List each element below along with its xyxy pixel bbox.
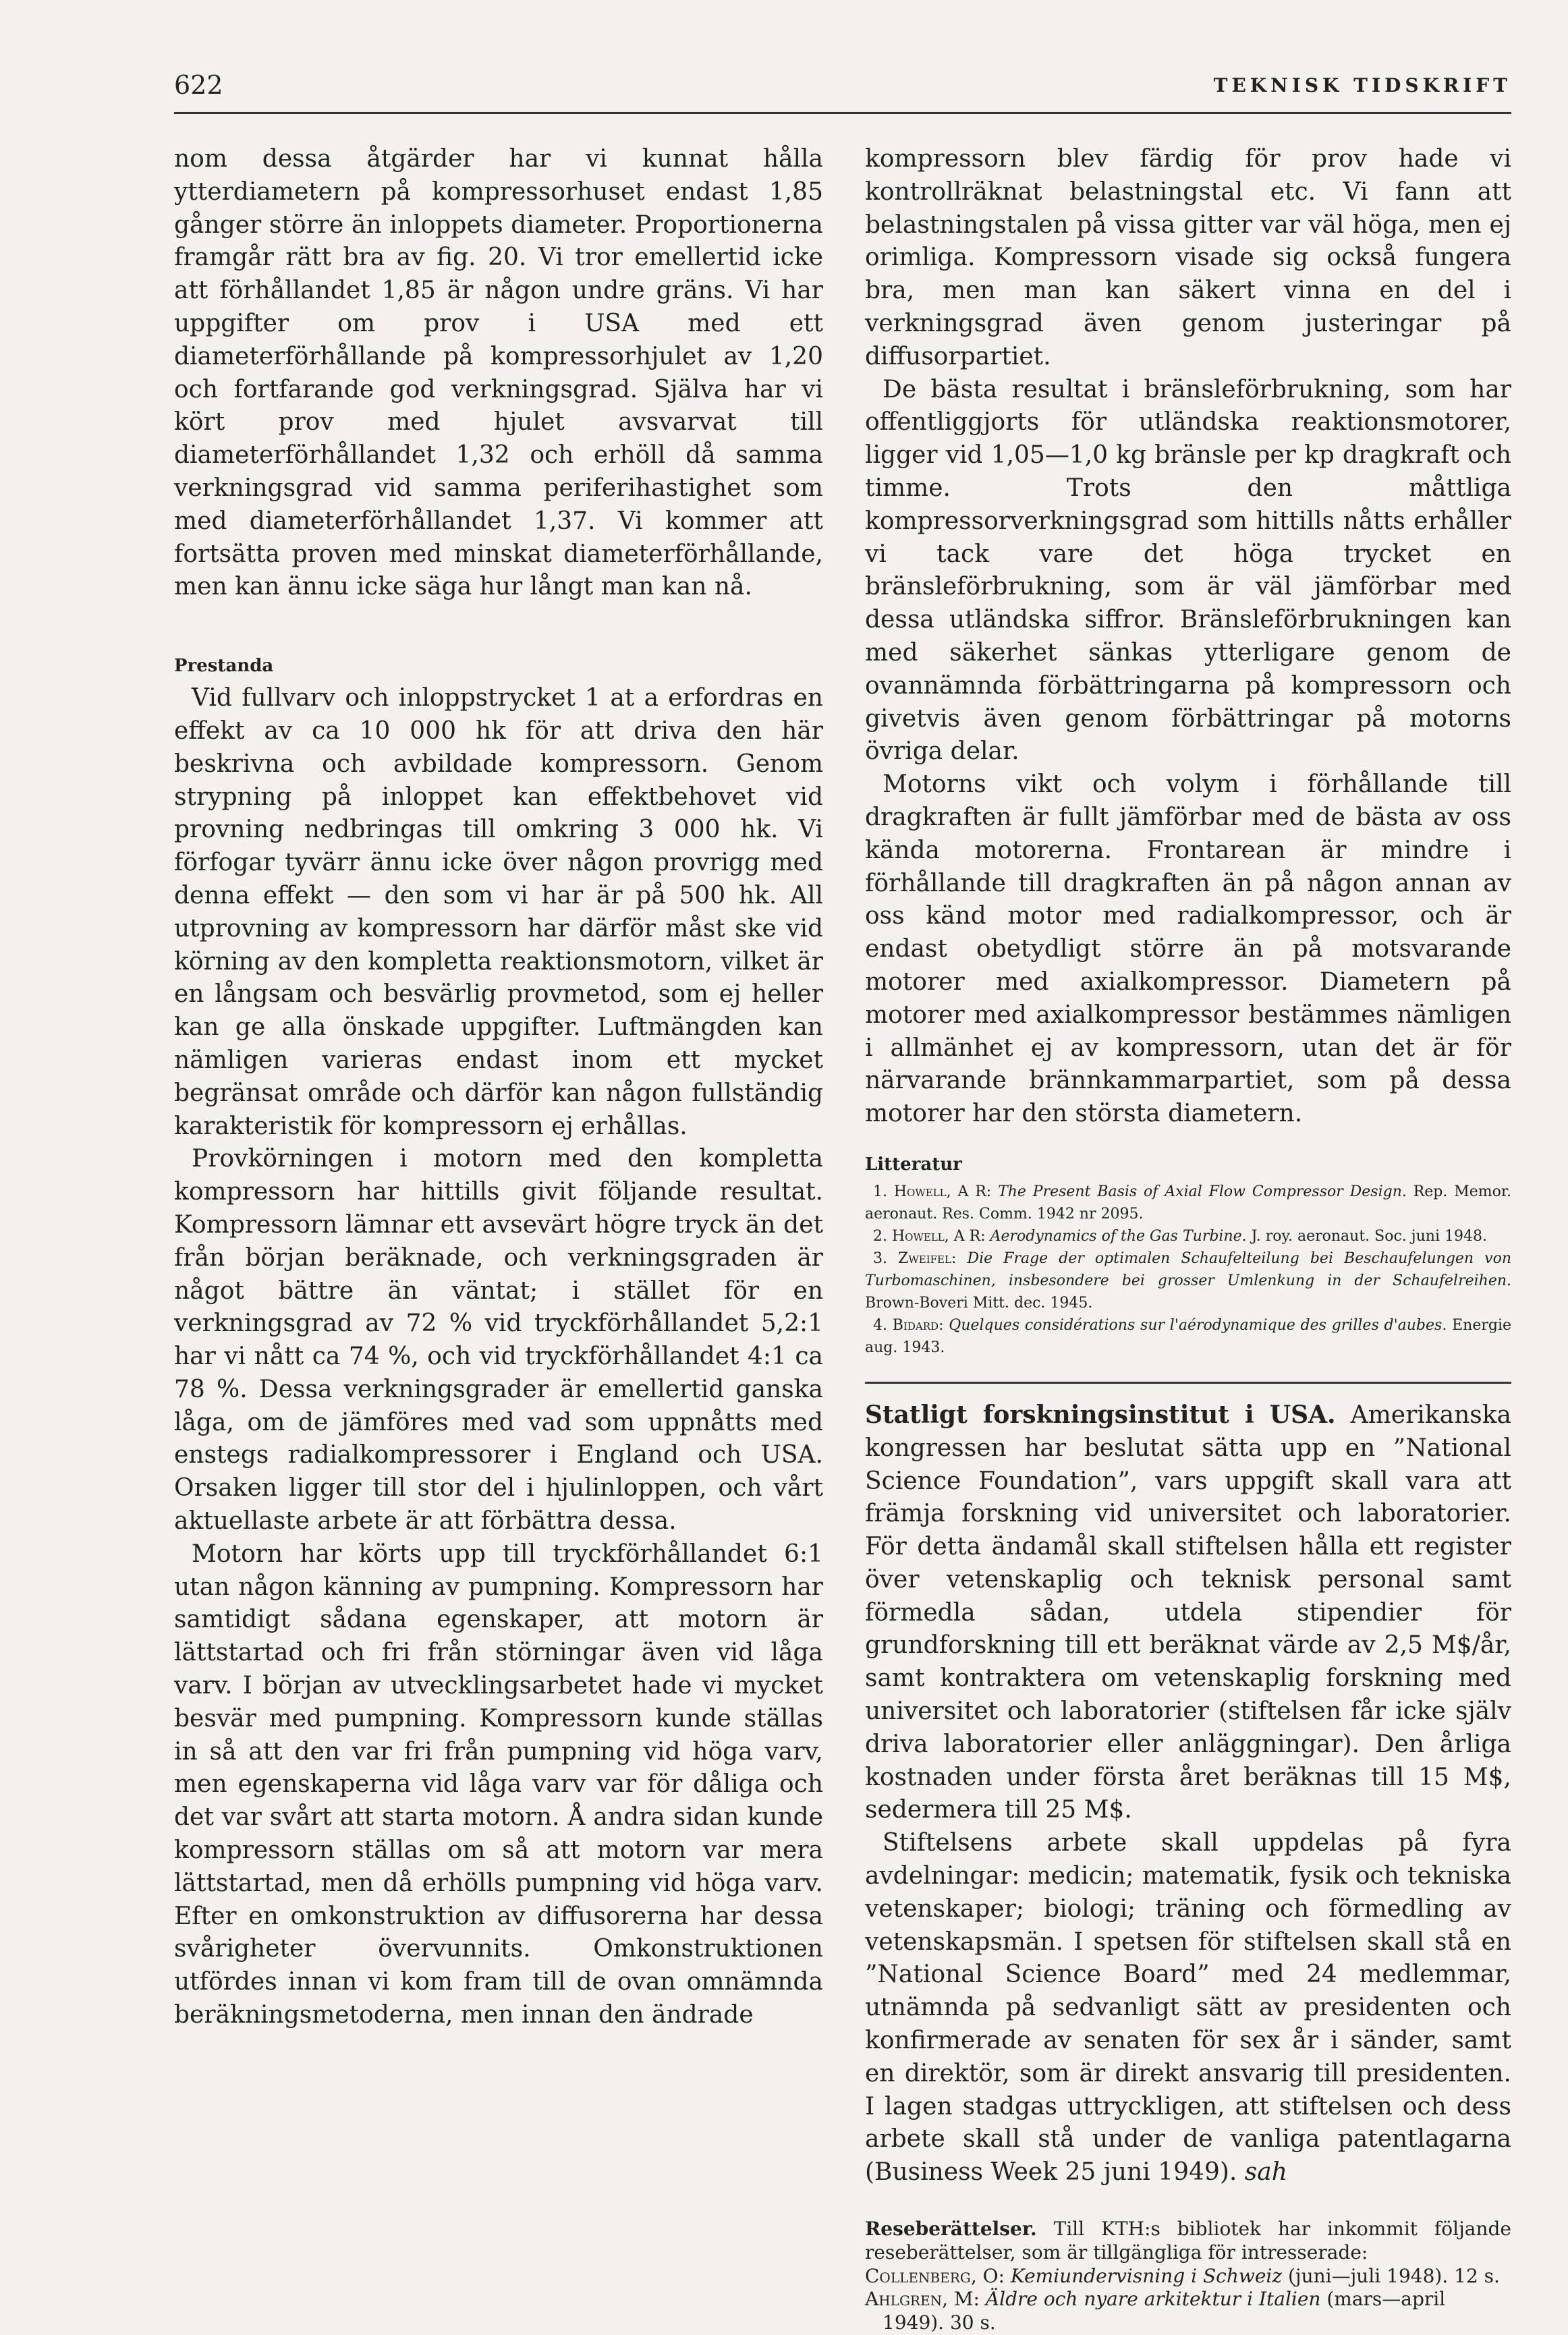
body-paragraph: Motorn har körts upp till tryckförhållandet 6:1 utan någon känning av pumpning. Kompressorn har samtidigt sådana egenskaper, att motorn är lättstartad och fri från störningar även vid låga varv. I början av utvecklingsarbetet hade vi mycket besvär med pumpning. Kompressorn kunde ställas in så att den var fri från pumpning vid höga varv, men egenskaperna vid låga varv var för dåliga och det var svårt att starta motorn. Å andra sidan kunde kompressorn ställas om så att motorn var mera lättstartad, men då erhölls pumpning vid höga varv. Efter en omkonstruktion av diffusorerna har dessa svårigheter övervunnits. Omkonstruktionen utfördes innan vi kom fram till de ovan omnämnda beräkningsmetoderna, men innan den ändrade (174, 1540, 823, 2029)
notice-lead: Statligt forskningsinstitut i USA. (865, 1400, 1336, 1429)
reference-item: 2. Howell, A R: Aerodynamics of the Gas Turbine. J. roy. aeronaut. Soc. juni 1948. (873, 1227, 1487, 1245)
page-number: 622 (174, 70, 223, 100)
section-heading-prestanda: Prestanda (174, 656, 274, 677)
page-header (174, 70, 1511, 111)
body-paragraph: nom dessa åtgärder har vi kunnat hålla ytterdiametern på kompressorhuset endast 1,85 gånger större än inloppets diameter. Proportionerna framgår rätt bra av fig. 20. Vi tror emellertid icke att förhållandet 1,85 är någon undre gräns. Vi har uppgifter om prov i USA med ett diameterförhållande på kompressorhjulet av 1,20 och fortfarande god verkningsgrad. Själva har vi kört prov med hjulet avsvarvat till diameterförhållandet 1,32 och erhöll då samma verkningsgrad vid samma periferihastighet som med diameterförhållandet 1,37. Vi kommer att fortsätta proven med minskat diameterförhållande, men kan ännu icke säga hur långt man kan nå. (174, 145, 823, 601)
reference-item: 1. Howell, A R: The Present Basis of Axial Flow Compressor Design. Rep. Memor. aeronaut. Res. Comm. 1942 nr 2095. (865, 1183, 1511, 1222)
journal-title: TEKNISK TIDSKRIFT (1213, 74, 1511, 96)
left-column (174, 143, 823, 2032)
body-paragraph: Vid fullvarv och inloppstrycket 1 at a erfordras en effekt av ca 10 000 hk för att driva den här beskrivna och avbildade kompressorn. Genom strypning på inloppet kan effektbehovet vid provning nedbringas till omkring 3 000 hk. Vi förfogar tyvärr ännu icke över någon provrigg med denna effekt — den som vi har är på 500 hk. All utprovning av kompressorn har därför måst ske vid körning av den kompletta reaktionsmotorn, vilket är en långsam och besvärlig provmetod, som ej heller kan ge alla önskade uppgifter. Luftmängden kan nämligen varieras endast inom ett mycket begränsat område och därför kan någon fullständig karakteristik för kompressorn ej erhållas. (174, 684, 823, 1140)
section-heading-litteratur: Litteratur (865, 1154, 962, 1175)
header-rule (174, 112, 1511, 114)
reference-list (865, 1181, 1511, 1359)
reference-item: 3. Zweifel: Die Frage der optimalen Schaufelteilung bei Beschaufelungen von Turbomaschinen, insbesondere bei grosser Umlenkung in der Schaufelreihen. Brown-Boveri Mitt. dec. 1945. (865, 1249, 1511, 1312)
signature: sah (1244, 2158, 1287, 2187)
body-paragraph: kompressorn blev färdig för prov hade vi kontrollräknat belastningstal etc. Vi fann att belastningstalen på vissa gitter var väl höga, men ej orimliga. Kompressorn visade sig också fungera bra, men man kan säkert vinna en del i verkningsgrad även genom justeringar på diffusorpartiet. (865, 145, 1511, 370)
notice-rule (865, 1382, 1511, 1384)
body-paragraph: De bästa resultat i bränsleförbrukning, som har offentliggjorts för utländska reaktionsmotorer, ligger vid 1,05—1,0 kg bränsle per kp dragkraft och timme. Trots den måttliga kompressorverkningsgrad som hittills nåtts erhåller vi tack vare det höga trycket en bränsleförbrukning, som är väl jämförbar med dessa utländska siffror. Bränsleförbrukningen kan med säkerhet sänkas ytterligare genom de ovannämnda förbättringarna på kompressorn och givetvis även genom förbättringar på motorns övriga delar. (865, 375, 1511, 766)
report-item: Ahlgren, M: Äldre och nyare arkitektur i Italien (mars—april 1949). 30 s. (865, 2288, 1446, 2334)
notice-paragraph: Statligt forskningsinstitut i USA. Amerikanska kongressen har beslutat sätta upp en ”National Science Foundation”, vars uppgift skall vara att främja forskning vid universitet och laboratorier. För detta ändamål skall stiftelsen hålla ett register över vetenskaplig och teknisk personal samt förmedla sådan, utdela stipendier för grundforskning till ett beräknat värde av 2,5 M$/år, samt kontraktera om vetenskaplig forskning med universitet och laboratorier (stiftelsen får icke själv driva laboratorier eller anläggningar). Den årliga kostnaden under första året beräknas till 15 M$, sedermera till 25 M$. (865, 1400, 1512, 1824)
travel-reports (865, 2218, 1511, 2335)
reference-item: 4. Bidard: Quelques considérations sur l'aérodynamique des grilles d'aubes. Energie aug. 1943. (865, 1316, 1512, 1356)
travel-reports-intro: Reseberättelser. Till KTH:s bibliotek har inkommit följande reseberättelser, som är tillgängliga för intresserade: (865, 2218, 1512, 2263)
right-column (865, 143, 1511, 2335)
report-item: Collenberg, O: Kemiundervisning i Schweiz (juni—juli 1948). 12 s. (865, 2264, 1500, 2287)
body-paragraph: Provkörningen i motorn med den kompletta kompressorn har hittills givit följande resultat. Kompressorn lämnar ett avsevärt högre tryck än det från början beräknade, och verkningsgraden är något bättre än väntat; i stället för en verkningsgrad av 72 % vid tryckförhållandet 5,2:1 har vi nått ca 74 %, och vid tryckförhållandet 4:1 ca 78 %. Dessa verkningsgrader är emellertid ganska låga, om de jämföres med vad som uppnåtts med enstegs radialkompressorer i England och USA. Orsaken ligger till stor del i hjulinloppen, och vårt aktuellaste arbete är att förbättra dessa. (174, 1145, 823, 1536)
body-paragraph: Motorns vikt och volym i förhållande till dragkraften är fullt jämförbar med de bästa av oss kända motorerna. Frontarean är mindre i förhållande till dragkraften än på någon annan av oss känd motor med radialkompressor, och är endast obetydligt större än på motsvarande motorer med axialkompressor. Diametern på motorer med axialkompressor bestämmes nämligen i allmänhet ej av kompressorn, utan det är för närvarande brännkammarpartiet, som på dessa motorer har den största diametern. (865, 770, 1511, 1128)
notice-paragraph: Stiftelsens arbete skall uppdelas på fyra avdelningar: medicin; matematik, fysik och tekniska vetenskaper; biologi; träning och förmedling av vetenskapsmän. I spetsen för stiftelsen skall stå en ”National Science Board” med 24 medlemmar, utnämnda på sedvanligt sätt av presidenten och konfirmerade av senaten för sex år i sänder, samt en direktör, som är direkt ansvarig till presidenten. I lagen stadgas uttryckligen, att stiftelsen och dess arbete skall stå under de vanliga patentlagarna (Business Week 25 juni 1949). sah (865, 1829, 1511, 2187)
